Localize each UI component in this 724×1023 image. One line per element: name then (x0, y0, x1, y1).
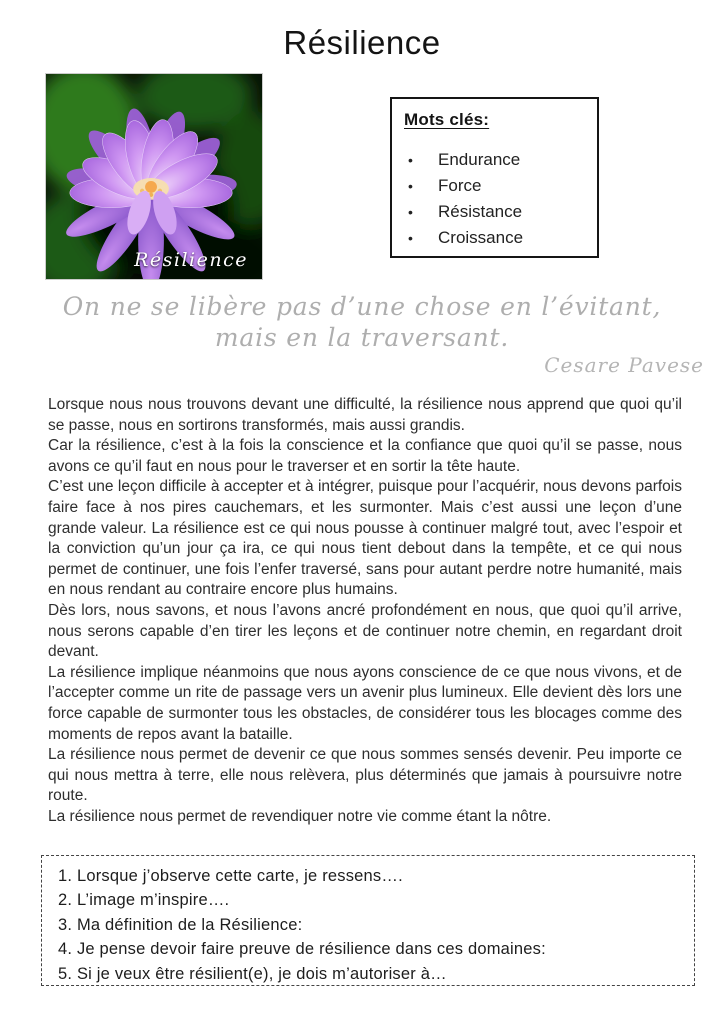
keyword-item (404, 199, 585, 225)
bullet-icon: • (408, 230, 413, 246)
keyword-item (404, 147, 585, 173)
keyword-label: Force (438, 176, 482, 195)
paragraph-5: La résilience implique néanmoins que nous ayons conscience de ce que nous vivons, et de l’accepter comme un rite de passage vers un avenir plus lumineux. Elle devient dès lors une force capable de surmonter tous les obstacles, de considérer tous les blocages comme des moments de repos avant la bataille. (48, 663, 682, 743)
paragraph-3: C’est une leçon difficile à accepter et à intégrer, puisque pour l’acquérir, nous devons parfois faire face à nos pires cauchemars, et les surmonter. Mais c’est aussi une leçon d’une grande valeur. La résilience est ce qui nous pousse à continuer malgré tout, avec l’espoir et la conviction qu’un jour ça ira, ce qui nous tient debout dans la tempête, et ce qui nous permet de continuer, une fois l’enfer traversé, sans pour autant perdre notre humanité, mais en nous rendant au contraire encore plus humains. (48, 478, 682, 599)
keyword-label: Résistance (438, 202, 523, 221)
body-text (48, 395, 682, 827)
paragraph-1: Lorsque nous nous trouvons devant une difficulté, la résilience nous apprend que quoi qu’il se passe, nous en sortirons transformés, mais aussi grandis. (48, 396, 682, 434)
keyword-label: Croissance (438, 228, 524, 247)
worksheet-box (41, 855, 695, 986)
worksheet-item-3: 3. Ma définition de la Résilience: (58, 915, 303, 934)
worksheet-item-5: 5. Si je veux être résilient(e), je dois m’autoriser à… (58, 964, 447, 983)
paragraph-6: La résilience nous permet de devenir ce que nous sommes sensés devenir. Peu importe ce qui nous mettra à terre, elle nous relèvera, plus déterminés que jamais à poursuivre notre route. (48, 746, 682, 805)
bullet-icon: • (408, 152, 413, 168)
paragraph-7: La résilience nous permet de revendiquer notre vie comme étant la nôtre. (48, 807, 552, 825)
quote (0, 291, 724, 353)
keyword-item (404, 225, 585, 251)
paragraph-2: Car la résilience, c’est à la fois la conscience et la confiance que quoi qu’il se passe, nous avons ce qu’il faut en nous pour le traverser et en sortir la tête haute. (48, 437, 682, 475)
quote-author: Cesare Pavese (544, 353, 704, 377)
page-title: Résilience (283, 24, 441, 61)
bullet-icon: • (408, 178, 413, 194)
keywords-box (390, 97, 599, 258)
worksheet-item-2: 2. L’image m’inspire…. (58, 891, 230, 910)
bullet-icon: • (408, 204, 413, 220)
photo-caption: Résilience (134, 249, 248, 271)
keywords-heading: Mots clés: (404, 110, 490, 129)
quote-line-2: mais en la traversant. (214, 323, 510, 352)
keyword-label: Endurance (438, 150, 521, 169)
paragraph-4: Dès lors, nous savons, et nous l’avons ancré profondément en nous, que quoi qu’il arrive, nous serons capable d’en tirer les leçons et de continuer notre chemin, en regardant droit devant. (48, 601, 682, 661)
worksheet-item-4: 4. Je pense devoir faire preuve de résilience dans ces domaines: (58, 940, 546, 959)
keyword-item (404, 173, 585, 199)
lotus-photo (45, 73, 263, 280)
quote-line-1: On ne se libère pas d’une chose en l’évitant, (62, 292, 662, 321)
worksheet-item-1: 1. Lorsque j’observe cette carte, je ressens…. (58, 867, 403, 885)
